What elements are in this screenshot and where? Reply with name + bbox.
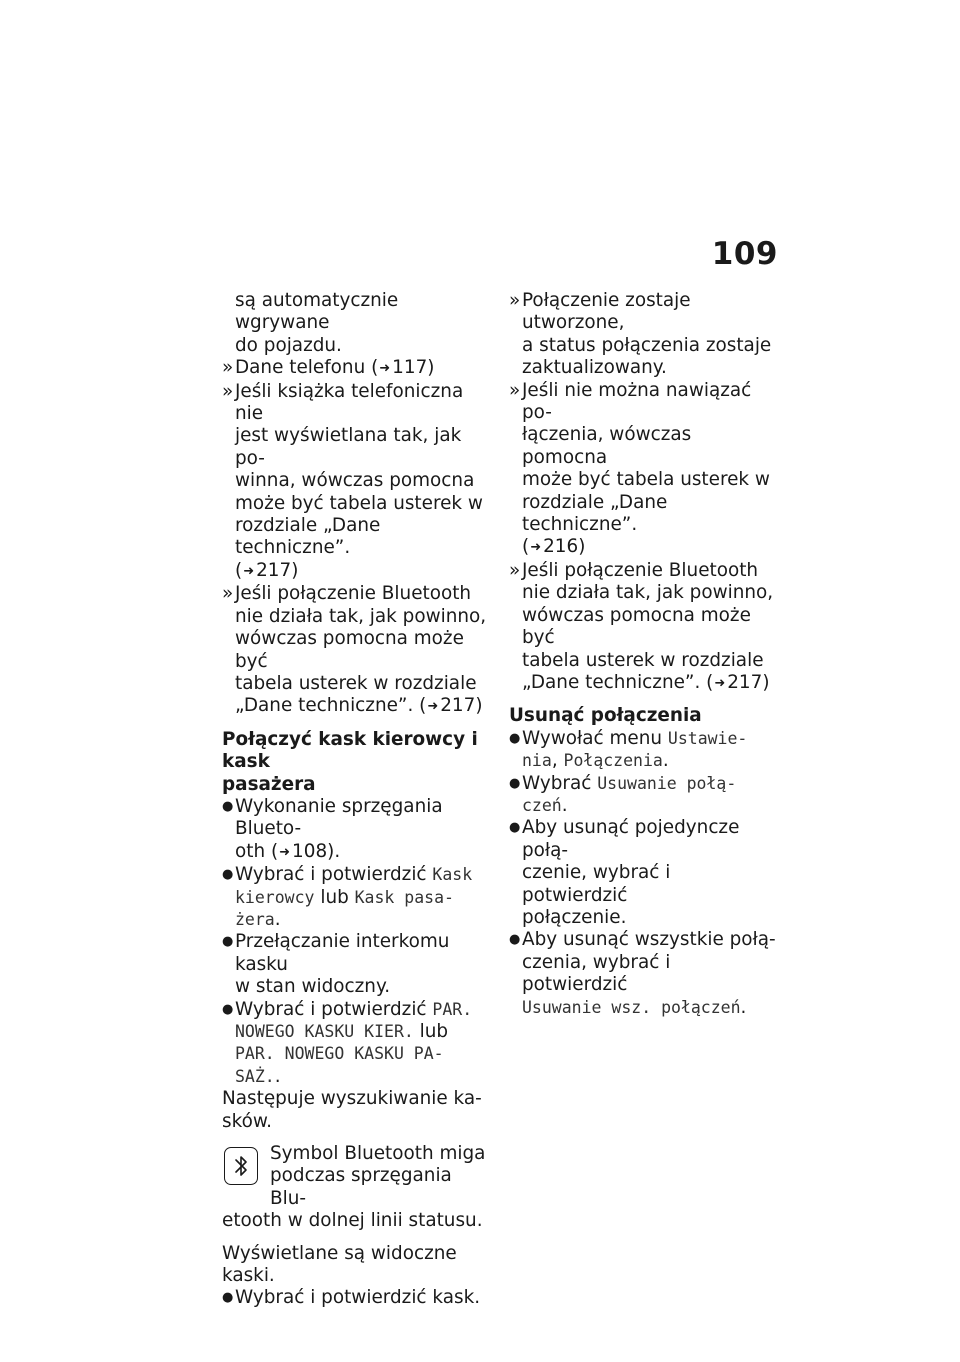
menu-option-code: Kask [432, 865, 473, 885]
bullet-item: ● Aby usunąć pojedyncze połą- czenie, wybrać i potwierdzić połączenie. [509, 817, 740, 928]
page-number: 109 [711, 236, 778, 272]
menu-option-code: Kask pasa- [354, 887, 454, 907]
bullet-item: ● Wybrać i potwierdzić kask. [222, 1287, 481, 1309]
arrow-right-icon: ➜ [243, 563, 255, 579]
result-item: » Jeśli połączenie Bluetooth nie działa tak, jak powinno, wówczas pomocna może być tabela usterek w rozdziale „Dane techniczne”. (➜ 217) [222, 583, 490, 718]
page-reference[interactable]: ➜ 217) [242, 560, 298, 581]
bullet-item: ● Wykonanie sprzęgania Blueto- oth (➜ 108). [222, 796, 490, 864]
bullet-marker: ● [509, 932, 521, 948]
left-column [222, 290, 490, 1310]
bluetooth-note: Symbol Bluetooth miga podczas sprzęgania Blu- etooth w dolnej linii statusu. [222, 1143, 486, 1232]
bullet-marker: ● [222, 798, 234, 814]
bullet-marker: ● [509, 775, 521, 791]
bullet-item: ● Wywołać menu Ustawie- nia, Połączenia. [509, 727, 748, 772]
bullet-marker: ● [222, 1001, 234, 1017]
menu-option-code: nia [522, 751, 552, 771]
page-reference[interactable]: ➜ 217) [426, 695, 482, 716]
result-marker: » [509, 559, 521, 581]
result-marker: » [509, 290, 521, 311]
menu-option-code: NOWEGO KASKU KIER. [235, 1022, 414, 1041]
bullet-item: ● Wybrać i potwierdzić Kask kierowcy lub Kask pasa- żera. [222, 864, 473, 930]
bullet-marker: ● [509, 820, 521, 836]
result-item: » Jeśli książka telefoniczna nie jest wyświetlana tak, jak po- winna, wówczas pomocna może być tabela usterek w rozdziale „Dane techniczne”. (➜ 217) [222, 381, 490, 584]
bullet-item: ● Wybrać Usuwanie połą- czeń. [509, 772, 737, 816]
right-column [509, 290, 777, 1019]
result-marker: » [222, 380, 234, 402]
menu-option-code: Ustawie- [667, 728, 748, 748]
menu-option-code: Usuwanie wsz. połączeń [522, 997, 741, 1017]
arrow-right-icon: ➜ [427, 699, 439, 715]
section-heading: Usunąć połączenia [509, 705, 702, 727]
arrow-right-icon: ➜ [530, 540, 542, 556]
arrow-right-icon: ➜ [714, 675, 726, 691]
bullet-marker: ● [222, 867, 234, 883]
menu-option-code: SAŻ. [235, 1066, 275, 1086]
result-item: » Połączenie zostaje utworzone, a status połączenia zostaje zaktualizowany. [509, 290, 772, 379]
result-item: » Dane telefonu (➜ 117) [222, 357, 490, 380]
menu-option-code: czeń [522, 795, 562, 815]
menu-option-code: PAR. NOWEGO KASKU PA- [235, 1044, 444, 1064]
result-item: » Jeśli połączenie Bluetooth nie działa tak, jak powinno, wówczas pomocna może być tabela usterek w rozdziale „Dane techniczne”. (➜ 217) [509, 560, 777, 695]
continuation-text: są automatycznie wgrywane do pojazdu. [235, 290, 399, 356]
arrow-right-icon: ➜ [279, 844, 291, 860]
bullet-item: ● Przełączanie interkomu kasku w stan widoczny. [222, 931, 450, 998]
menu-option-code: Usuwanie połą- [597, 773, 737, 793]
bullet-item: ● Aby usunąć wszystkie połą- czenia, wybrać i potwierdzić Usuwanie wsz. połączeń. [509, 929, 776, 1018]
arrow-right-icon: ➜ [379, 361, 391, 377]
bluetooth-icon [224, 1147, 258, 1185]
menu-option-code: PAR. [432, 999, 473, 1019]
page-reference[interactable]: ➜ 216) [529, 536, 585, 557]
page-reference[interactable]: ➜ 217) [713, 672, 769, 693]
bullet-item: ● Wybrać i potwierdzić PAR. NOWEGO KASKU KIER. lub PAR. NOWEGO KASKU PA- SAŻ.. [222, 998, 473, 1087]
bullet-marker: ● [222, 934, 234, 950]
bullet-marker: ● [222, 1290, 234, 1306]
result-marker: » [509, 379, 521, 401]
menu-option-code: żera [235, 909, 275, 929]
result-marker: » [222, 357, 234, 379]
result-marker: » [222, 583, 234, 605]
page-reference[interactable]: ➜ 108). [278, 841, 340, 862]
bullet-marker: ● [509, 730, 521, 746]
result-item: » Jeśli nie można nawiązać po- łączenia, wówczas pomocna może być tabela usterek w rozdziale „Dane techniczne”. (➜ 216) [509, 380, 777, 560]
visible-helmets-text: Wyświetlane są widoczne kaski. [222, 1242, 457, 1287]
menu-option-code: kierowcy [235, 887, 315, 907]
section-heading: Połączyć kask kierowcy i kask pasażera [222, 728, 478, 795]
search-text: Następuje wyszukiwanie ka- sków. [222, 1088, 482, 1132]
menu-option-code: Połączenia [563, 751, 663, 771]
page-reference[interactable]: ➜ 117) [378, 357, 434, 378]
